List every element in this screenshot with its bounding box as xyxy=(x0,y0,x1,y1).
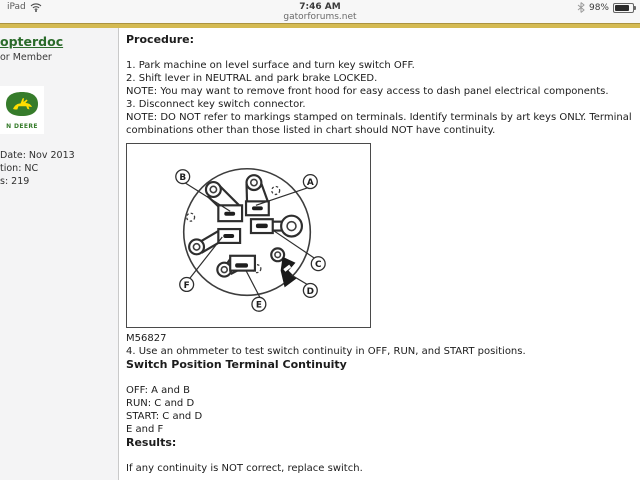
svg-text:D: D xyxy=(306,286,315,297)
label-d xyxy=(303,283,317,297)
john-deere-logo xyxy=(4,91,40,117)
svg-text:A: A xyxy=(306,178,314,189)
continuity-table-heading: Switch Position Terminal Continuity xyxy=(126,358,347,371)
terminal-c xyxy=(251,216,302,237)
svg-text:F: F xyxy=(183,280,190,291)
diagram-caption: M56827 xyxy=(126,333,167,344)
terminal-a xyxy=(246,175,269,215)
results-heading: Results: xyxy=(126,436,177,449)
status-bar xyxy=(0,0,640,23)
label-f xyxy=(180,278,194,292)
step-line: 1. Park machine on level surface and turn key switch OFF. xyxy=(126,60,415,71)
results-text: If any continuity is NOT correct, replace switch. xyxy=(126,463,363,474)
continuity-row: E and F xyxy=(126,424,164,435)
john-deere-wordmark: N DEERE xyxy=(6,123,38,130)
step-line: 3. Disconnect key switch connector. xyxy=(126,99,306,110)
terminal-e xyxy=(217,256,255,277)
step-line: 2. Shift lever in NEUTRAL and park brake LOCKED. xyxy=(126,73,378,84)
device-label: iPad xyxy=(7,2,26,12)
terminal-d xyxy=(271,248,296,287)
post-body xyxy=(119,28,640,480)
post-author-sidebar xyxy=(0,28,119,480)
svg-text:B: B xyxy=(179,173,187,184)
key-switch-diagram xyxy=(126,143,371,328)
username-link[interactable]: opterdoc xyxy=(0,34,64,49)
terminal-b xyxy=(206,182,242,221)
page-url[interactable]: gatorforums.net xyxy=(283,12,357,22)
battery-percent: 98% xyxy=(588,2,609,13)
author-stats xyxy=(0,149,118,188)
label-a xyxy=(303,175,317,189)
continuity-row: RUN: C and D xyxy=(126,398,195,409)
continuity-row: START: C and D xyxy=(126,411,203,422)
post-count: s: 219 xyxy=(0,176,30,187)
note-line: NOTE: You may want to remove front hood for easy access to dash panel electrical components. xyxy=(126,86,609,97)
avatar[interactable] xyxy=(0,86,44,134)
note-line: NOTE: DO NOT refer to markings stamped on terminals. Identify terminals by art keys ONLY. Terminal xyxy=(126,112,632,123)
status-time: 7:46 AM xyxy=(299,2,341,12)
join-date: Date: Nov 2013 xyxy=(0,150,75,161)
member-title: or Member xyxy=(0,52,52,63)
forum-post xyxy=(0,28,640,480)
procedure-heading: Procedure: xyxy=(126,33,195,46)
location: tion: NC xyxy=(0,163,39,174)
label-b xyxy=(176,170,190,184)
step-line: 4. Use an ohmmeter to test switch continuity in OFF, RUN, and START positions. xyxy=(126,346,526,357)
label-c xyxy=(311,257,325,271)
note-line: combinations other than those listed in chart should NOT have continuity. xyxy=(126,125,496,136)
svg-text:C: C xyxy=(314,260,322,271)
svg-text:E: E xyxy=(255,300,262,311)
battery-icon xyxy=(613,3,634,13)
label-e xyxy=(252,297,266,311)
terminal-f xyxy=(189,229,240,254)
continuity-row: OFF: A and B xyxy=(126,385,191,396)
